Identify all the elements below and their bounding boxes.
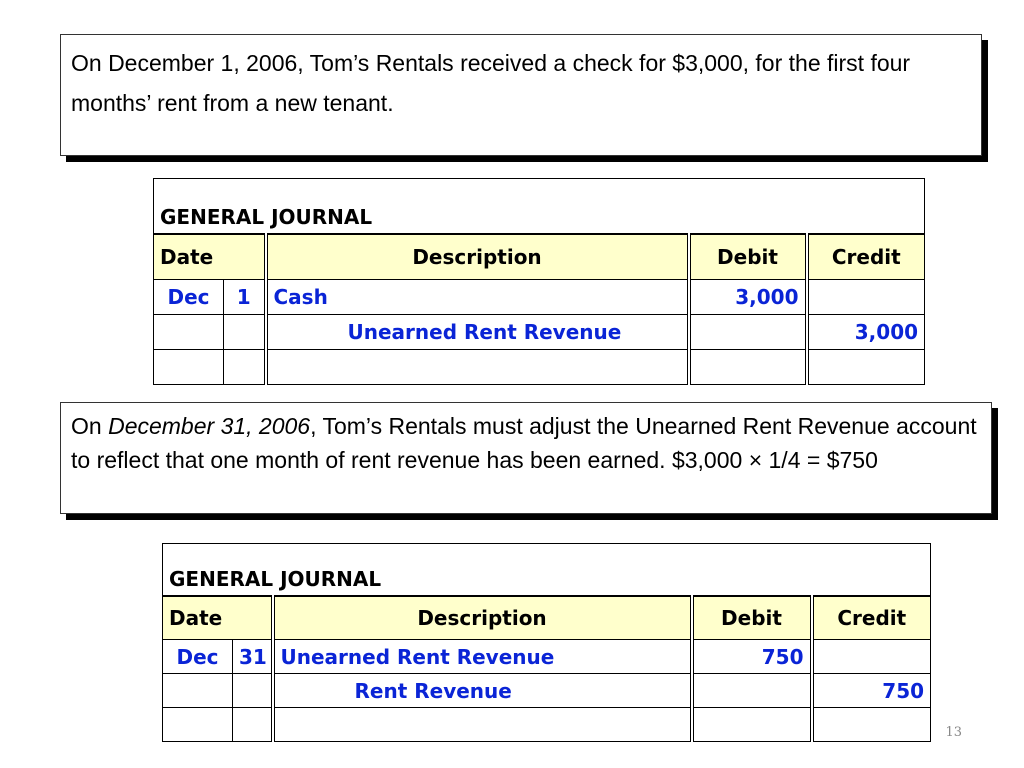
- header-debit: Debit: [692, 596, 812, 640]
- table-row: [154, 280, 925, 315]
- page-number: 13: [945, 725, 962, 740]
- row-month: Dec: [163, 640, 233, 674]
- header-date: Date: [163, 596, 273, 640]
- header-date: Date: [154, 234, 266, 280]
- row-description: Cash: [266, 280, 689, 315]
- header-credit: Credit: [807, 234, 925, 280]
- table-row: [163, 674, 931, 708]
- journal-title: GENERAL JOURNAL: [163, 544, 931, 596]
- journal-title: GENERAL JOURNAL: [154, 179, 925, 234]
- general-journal-1: [153, 178, 925, 385]
- row-day: [233, 674, 273, 708]
- row-credit: 3,000: [807, 315, 925, 350]
- intro-text: On December 1, 2006, Tom’s Rentals received a check for $3,000, for the first four months’ rent from a new tenant.: [71, 50, 911, 116]
- row-day: 1: [224, 280, 266, 315]
- row-day: 31: [233, 640, 273, 674]
- row-debit: 3,000: [689, 280, 807, 315]
- row-month: [163, 674, 233, 708]
- row-description: Unearned Rent Revenue: [273, 640, 692, 674]
- header-description: Description: [273, 596, 692, 640]
- adjust-prefix: On: [71, 413, 109, 439]
- row-credit: [807, 280, 925, 315]
- header-description: Description: [266, 234, 689, 280]
- row-day: [224, 315, 266, 350]
- row-credit: 750: [812, 674, 931, 708]
- row-credit: [812, 640, 931, 674]
- row-debit: 750: [692, 640, 812, 674]
- row-description: Rent Revenue: [273, 674, 692, 708]
- table-row: [163, 640, 931, 674]
- general-journal-2: [162, 543, 931, 742]
- row-description: Unearned Rent Revenue: [266, 315, 689, 350]
- row-debit: [689, 315, 807, 350]
- header-credit: Credit: [812, 596, 931, 640]
- adjust-date: December 31, 2006: [108, 413, 311, 439]
- adjustment-callout: [60, 402, 992, 514]
- row-month: [154, 315, 224, 350]
- row-debit: [692, 674, 812, 708]
- table-row-empty: [154, 350, 925, 385]
- row-month: Dec: [154, 280, 224, 315]
- intro-callout: [60, 34, 982, 156]
- adjust-text: , Tom’s Rentals must adjust the Unearned Rent Revenue account to reflect that one month of rent revenue has been earned. $3,000 × 1/4 = $750: [71, 413, 977, 473]
- table-row-empty: [163, 708, 931, 742]
- header-debit: Debit: [689, 234, 807, 280]
- table-row: [154, 315, 925, 350]
